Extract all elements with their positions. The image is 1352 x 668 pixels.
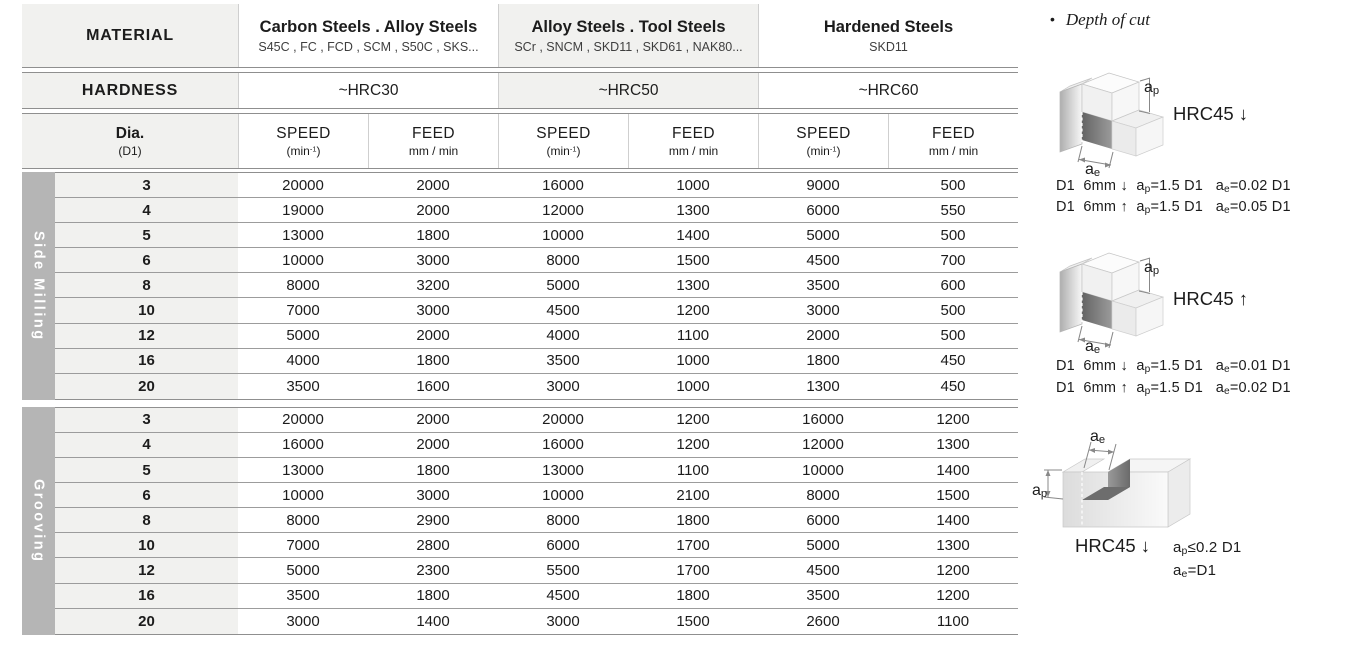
value-cell: 1800 <box>676 511 710 529</box>
speed-header-cell <box>238 114 368 168</box>
table-row <box>55 273 1018 298</box>
value-cell: 10000 <box>542 486 584 504</box>
value-cell: 1200 <box>676 302 710 320</box>
dia-cell: 8 <box>55 273 238 297</box>
value-cell: 6000 <box>806 201 840 219</box>
material-label-cell <box>22 4 238 67</box>
hardness-value: ~HRC50 <box>598 81 659 99</box>
feed-unit: mm / min <box>928 143 979 158</box>
dia-cell: 10 <box>55 298 238 322</box>
dia-cell: 4 <box>55 198 238 222</box>
feed-header-cell <box>628 114 758 168</box>
value-cell: 16000 <box>802 411 844 429</box>
dia-cell: 12 <box>55 558 238 582</box>
value-cell: 10000 <box>542 226 584 244</box>
material-group-carbon <box>238 4 498 67</box>
value-cell: 12000 <box>542 201 584 219</box>
table-row <box>55 558 1018 583</box>
value-cell: 1000 <box>676 176 710 194</box>
value-cell: 13000 <box>282 226 324 244</box>
hardness-value-cell <box>238 73 498 108</box>
table-row <box>55 248 1018 273</box>
value-cell: 1400 <box>936 511 970 529</box>
table-row <box>55 374 1018 399</box>
value-cell: 1400 <box>936 461 970 479</box>
table-row <box>55 533 1018 558</box>
dia-cell: 8 <box>55 508 238 532</box>
value-cell: 12000 <box>802 436 844 454</box>
value-cell: 5000 <box>806 226 840 244</box>
value-cell: 5000 <box>546 276 580 294</box>
value-cell: 16000 <box>542 176 584 194</box>
value-cell: 2000 <box>416 176 450 194</box>
value-cell: 3000 <box>416 486 450 504</box>
section-label-rail <box>22 172 55 400</box>
value-cell: 3000 <box>286 612 320 630</box>
speed-header-cell <box>758 114 888 168</box>
dia-cell: 3 <box>55 173 238 197</box>
value-cell: 8000 <box>286 511 320 529</box>
feed-label: FEED <box>412 124 455 142</box>
value-cell: 1400 <box>416 612 450 630</box>
value-cell: 4500 <box>806 251 840 269</box>
hardness-value: ~HRC60 <box>858 81 919 99</box>
table-row <box>55 609 1018 634</box>
value-cell: 1800 <box>416 226 450 244</box>
section-side-milling <box>22 172 1018 400</box>
dia-cell: 3 <box>55 408 238 432</box>
table-row <box>55 298 1018 323</box>
table-row <box>55 458 1018 483</box>
material-group-title: Hardened Steels <box>823 17 954 36</box>
value-cell: 2000 <box>416 327 450 345</box>
value-cell: 8000 <box>546 251 580 269</box>
value-cell: 1800 <box>676 587 710 605</box>
panel-title <box>1050 10 1150 30</box>
material-group-hardened <box>758 4 1018 67</box>
value-cell: 1500 <box>676 251 710 269</box>
dia-cell: 6 <box>55 483 238 507</box>
table-row <box>55 324 1018 349</box>
value-cell: 1200 <box>936 411 970 429</box>
dia-cell: 16 <box>55 584 238 608</box>
value-cell: 20000 <box>282 411 324 429</box>
value-cell: 7000 <box>286 536 320 554</box>
value-cell: 4000 <box>546 327 580 345</box>
hardness-header-row <box>22 72 1018 109</box>
value-cell: 1300 <box>806 377 840 395</box>
value-cell: 500 <box>940 327 966 345</box>
value-cell: 9000 <box>806 176 840 194</box>
value-cell: 1100 <box>676 327 710 345</box>
value-cell: 8000 <box>286 276 320 294</box>
value-cell: 5000 <box>806 536 840 554</box>
value-cell: 5000 <box>286 561 320 579</box>
dia-cell: 10 <box>55 533 238 557</box>
dia-cell: 16 <box>55 349 238 373</box>
dia-cell: 20 <box>55 609 238 634</box>
material-group-grades: SKD11 <box>869 39 908 54</box>
section-divider <box>22 400 1018 407</box>
value-cell: 2000 <box>806 327 840 345</box>
feed-unit: mm / min <box>408 143 459 158</box>
value-cell: 1700 <box>676 536 710 554</box>
value-cell: 7000 <box>286 302 320 320</box>
value-cell: 3000 <box>806 302 840 320</box>
value-cell: 2600 <box>806 612 840 630</box>
ae-dimension-label: ae <box>1085 338 1101 357</box>
section-label-rail <box>22 407 55 635</box>
value-cell: 1100 <box>936 612 970 630</box>
value-cell: 2900 <box>416 511 450 529</box>
material-group-grades: S45C , FC , FCD , SCM , S50C , SKS... <box>258 39 479 54</box>
value-cell: 2000 <box>416 411 450 429</box>
value-cell: 1000 <box>676 377 710 395</box>
depth-of-cut-panel <box>1030 0 1352 668</box>
value-cell: 1300 <box>936 536 970 554</box>
table-row <box>55 223 1018 248</box>
value-cell: 2300 <box>416 561 450 579</box>
material-label: MATERIAL <box>86 26 174 44</box>
hardness-condition-label: HRC45 ↓ <box>1075 535 1151 556</box>
panel-title-text: Depth of cut <box>1065 10 1150 29</box>
value-cell: 10000 <box>802 461 844 479</box>
value-cell: 1000 <box>676 352 710 370</box>
bullet-icon: • <box>1050 11 1055 27</box>
value-cell: 10000 <box>282 486 324 504</box>
value-cell: 6000 <box>546 536 580 554</box>
value-cell: 3000 <box>546 377 580 395</box>
value-cell: 1800 <box>806 352 840 370</box>
dia-sub-label: (D1) <box>118 143 142 158</box>
section-grooving <box>22 407 1018 635</box>
ap-dimension-label: ap <box>1144 79 1160 98</box>
ae-dimension-label: ae <box>1085 161 1101 180</box>
depth-note: ae=D1 <box>1173 562 1217 580</box>
feed-header-cell <box>888 114 1018 168</box>
table-row <box>55 198 1018 223</box>
speed-unit: $(\min^{-1})$ <box>546 143 581 158</box>
value-cell: 550 <box>940 201 966 219</box>
depth-note: ap≤0.2 D1 <box>1173 539 1242 557</box>
value-cell: 1800 <box>416 587 450 605</box>
hardness-value-cell <box>758 73 1018 108</box>
value-cell: 3500 <box>806 587 840 605</box>
value-cell: 3500 <box>546 352 580 370</box>
table-row <box>55 408 1018 433</box>
value-cell: 1700 <box>676 561 710 579</box>
value-cell: 2000 <box>416 436 450 454</box>
value-cell: 1600 <box>416 377 450 395</box>
value-cell: 8000 <box>546 511 580 529</box>
value-cell: 2800 <box>416 536 450 554</box>
value-cell: 4500 <box>806 561 840 579</box>
feed-label: FEED <box>932 124 975 142</box>
material-group-title: Alloy Steels . Tool Steels <box>531 17 726 36</box>
value-cell: 450 <box>940 377 966 395</box>
material-group-grades: SCr , SNCM , SKD11 , SKD61 , NAK80... <box>514 39 743 54</box>
value-cell: 1200 <box>936 561 970 579</box>
table-row <box>55 173 1018 198</box>
value-cell: 500 <box>940 302 966 320</box>
dia-cell: 5 <box>55 223 238 247</box>
value-cell: 3500 <box>806 276 840 294</box>
value-cell: 20000 <box>282 176 324 194</box>
value-cell: 600 <box>940 276 966 294</box>
column-header-row <box>22 113 1018 169</box>
dia-cell: 20 <box>55 374 238 399</box>
section-rows <box>55 172 1018 400</box>
value-cell: 1800 <box>416 461 450 479</box>
value-cell: 3200 <box>416 276 450 294</box>
table-row <box>55 584 1018 609</box>
speed-header-cell <box>498 114 628 168</box>
material-group-title: Carbon Steels . Alloy Steels <box>259 17 478 36</box>
value-cell: 8000 <box>806 486 840 504</box>
speed-label: SPEED <box>536 124 591 142</box>
value-cell: 1300 <box>676 276 710 294</box>
hardness-condition-label: HRC45 ↑ <box>1173 288 1249 309</box>
hardness-label: HARDNESS <box>81 81 179 99</box>
table-row <box>55 349 1018 374</box>
value-cell: 16000 <box>542 436 584 454</box>
value-cell: 1200 <box>676 411 710 429</box>
value-cell: 1300 <box>676 201 710 219</box>
value-cell: 6000 <box>806 511 840 529</box>
dia-label: Dia. <box>115 124 145 142</box>
value-cell: 3000 <box>416 302 450 320</box>
value-cell: 1100 <box>676 461 710 479</box>
ap-dimension-label: ap <box>1032 482 1048 501</box>
speed-label: SPEED <box>796 124 851 142</box>
value-cell: 1300 <box>936 436 970 454</box>
value-cell: 13000 <box>542 461 584 479</box>
feed-unit: mm / min <box>668 143 719 158</box>
value-cell: 4000 <box>286 352 320 370</box>
value-cell: 1500 <box>936 486 970 504</box>
material-group-alloy-tool <box>498 4 758 67</box>
value-cell: 4500 <box>546 302 580 320</box>
value-cell: 1200 <box>936 587 970 605</box>
value-cell: 5500 <box>546 561 580 579</box>
value-cell: 2100 <box>676 486 710 504</box>
value-cell: 5000 <box>286 327 320 345</box>
hardness-value-cell <box>498 73 758 108</box>
depth-note: D1 6mm ↑ ap=1.5 D1 ae=0.05 D1 <box>1056 199 1291 216</box>
material-header-row <box>22 4 1018 68</box>
value-cell: 3000 <box>546 612 580 630</box>
table-row <box>55 483 1018 508</box>
value-cell: 500 <box>940 176 966 194</box>
speed-unit: $(\min^{-1})$ <box>286 143 321 158</box>
value-cell: 13000 <box>282 461 324 479</box>
value-cell: 10000 <box>282 251 324 269</box>
dia-cell: 5 <box>55 458 238 482</box>
dia-cell: 12 <box>55 324 238 348</box>
value-cell: 19000 <box>282 201 324 219</box>
value-cell: 16000 <box>282 436 324 454</box>
value-cell: 700 <box>940 251 966 269</box>
depth-note: D1 6mm ↑ ap=1.5 D1 ae=0.02 D1 <box>1056 380 1291 397</box>
value-cell: 1400 <box>676 226 710 244</box>
value-cell: 450 <box>940 352 966 370</box>
value-cell: 20000 <box>542 411 584 429</box>
value-cell: 2000 <box>416 201 450 219</box>
feed-header-cell <box>368 114 498 168</box>
value-cell: 1500 <box>676 612 710 630</box>
section-label: Side Milling <box>30 230 47 342</box>
grooving-slot-diagram <box>1038 428 1198 543</box>
ap-dimension-label: ap <box>1144 259 1160 278</box>
depth-note: D1 6mm ↓ ap=1.5 D1 ae=0.02 D1 <box>1056 178 1291 195</box>
table-row <box>55 433 1018 458</box>
hardness-value: ~HRC30 <box>338 81 399 99</box>
table-row <box>55 508 1018 533</box>
value-cell: 1800 <box>416 352 450 370</box>
value-cell: 500 <box>940 226 966 244</box>
cutting-conditions-table <box>22 4 1018 635</box>
value-cell: 4500 <box>546 587 580 605</box>
section-label: Grooving <box>30 478 47 563</box>
dia-cell: 4 <box>55 433 238 457</box>
ae-dimension-label: ae <box>1090 428 1106 447</box>
value-cell: 3000 <box>416 251 450 269</box>
depth-note: D1 6mm ↓ ap=1.5 D1 ae=0.01 D1 <box>1056 358 1291 375</box>
value-cell: 3500 <box>286 377 320 395</box>
hardness-label-cell <box>22 73 238 108</box>
dia-cell: 6 <box>55 248 238 272</box>
section-rows <box>55 407 1018 635</box>
value-cell: 1200 <box>676 436 710 454</box>
hardness-condition-label: HRC45 ↓ <box>1173 103 1249 124</box>
dia-header-cell <box>22 114 238 168</box>
feed-label: FEED <box>672 124 715 142</box>
value-cell: 3500 <box>286 587 320 605</box>
speed-unit: $(\min^{-1})$ <box>806 143 841 158</box>
speed-label: SPEED <box>276 124 331 142</box>
